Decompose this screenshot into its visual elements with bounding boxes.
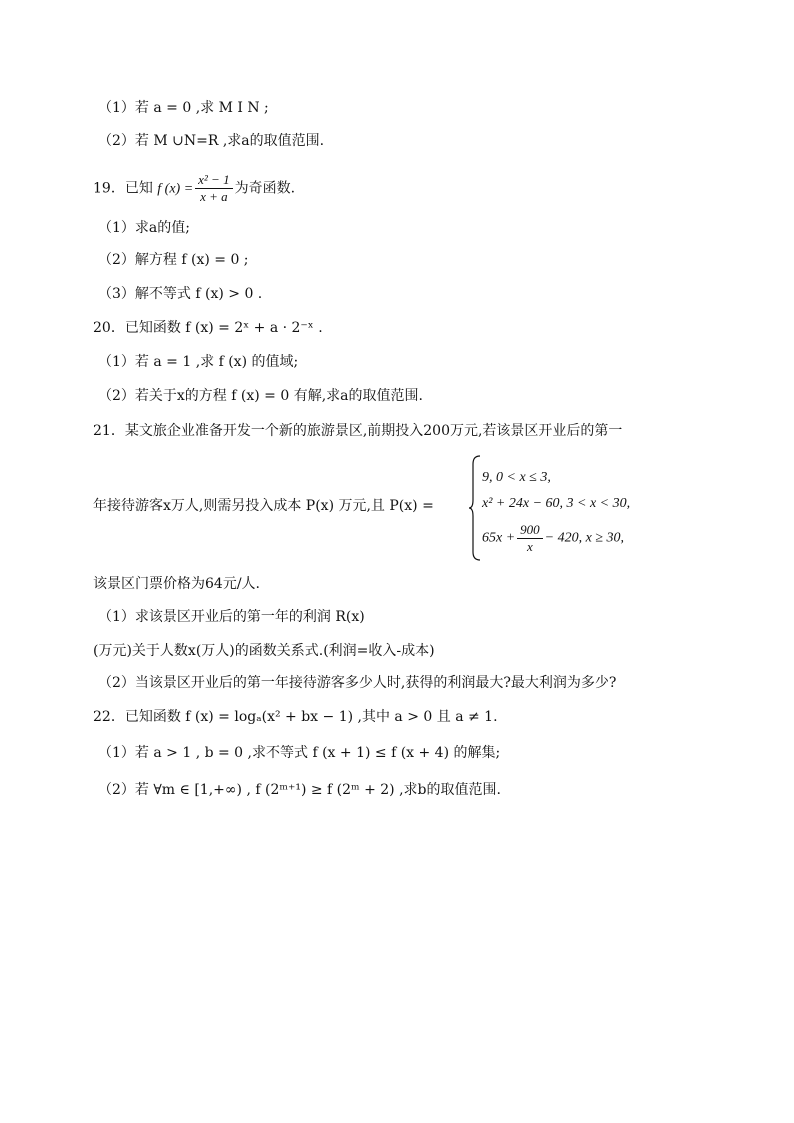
- q21-part1: （1）求该景区开业后的第一年的利润 R(x): [98, 609, 365, 625]
- q19-fraction: [195, 172, 232, 205]
- piecewise-brace: [468, 454, 482, 562]
- q19-suffix: 为奇函数.: [234, 180, 296, 197]
- q22-part2: （2）若 ∀m ∈ [1,+∞) , f (2ᵐ⁺¹) ≥ f (2ᵐ + 2) ,求b的取值范围.: [98, 782, 501, 798]
- q21-stem-line3: 该景区门票价格为64元/人.: [93, 576, 260, 592]
- case3-lead: 65x +: [482, 530, 516, 546]
- q19-stem: [93, 172, 295, 205]
- q21-stem-line2: 年接待游客x万人,则需另投入成本 P(x) 万元,且 P(x) =: [93, 498, 434, 514]
- case3-denominator: x: [527, 539, 533, 554]
- piecewise-case-1: 9, 0 < x ≤ 3,: [482, 470, 551, 485]
- q21-part1-cont: (万元)关于人数x(万人)的函数关系式.(利润=收入-成本): [93, 643, 435, 659]
- q19-part1: （1）求a的值;: [98, 220, 190, 236]
- q19-func: f (x) =: [157, 181, 194, 197]
- case3-fraction: [517, 522, 543, 555]
- q18-part1: （1）若 a = 0 ,求 M I N ;: [98, 100, 269, 116]
- q22-stem: 22．已知函数 f (x) = logₐ(x² + bx − 1) ,其中 a > 0 且 a ≠ 1.: [93, 709, 498, 725]
- piecewise-case-3: [482, 522, 624, 555]
- q20-part2: （2）若关于x的方程 f (x) = 0 有解,求a的取值范围.: [98, 388, 423, 404]
- q19-prefix: 19．已知: [93, 180, 158, 197]
- q20-part1: （1）若 a = 1 ,求 f (x) 的值域;: [98, 354, 299, 370]
- q21-part2: （2）当该景区开业后的第一年接待游客多少人时,获得的利润最大?最大利润为多少?: [98, 675, 617, 691]
- piecewise-case-2: x² + 24x − 60, 3 < x < 30,: [482, 496, 631, 511]
- q18-part2: （2）若 M ∪N=R ,求a的取值范围.: [98, 133, 325, 149]
- q19-denominator: x + a: [200, 189, 228, 204]
- q22-part1: （1）若 a > 1 , b = 0 ,求不等式 f (x + 1) ≤ f (x + 4) 的解集;: [98, 745, 501, 761]
- case3-tail: − 420, x ≥ 30,: [544, 530, 625, 546]
- q19-part3: （3）解不等式 f (x) > 0 .: [98, 286, 263, 302]
- q21-stem-line1: 21．某文旅企业准备开发一个新的旅游景区,前期投入200万元,若该景区开业后的第一: [93, 423, 623, 439]
- q19-numerator: x² − 1: [195, 172, 232, 189]
- q20-stem: 20．已知函数 f (x) = 2ˣ + a · 2⁻ˣ .: [93, 320, 323, 336]
- case3-numerator: 900: [517, 522, 543, 539]
- q19-part2: （2）解方程 f (x) = 0 ;: [98, 252, 249, 268]
